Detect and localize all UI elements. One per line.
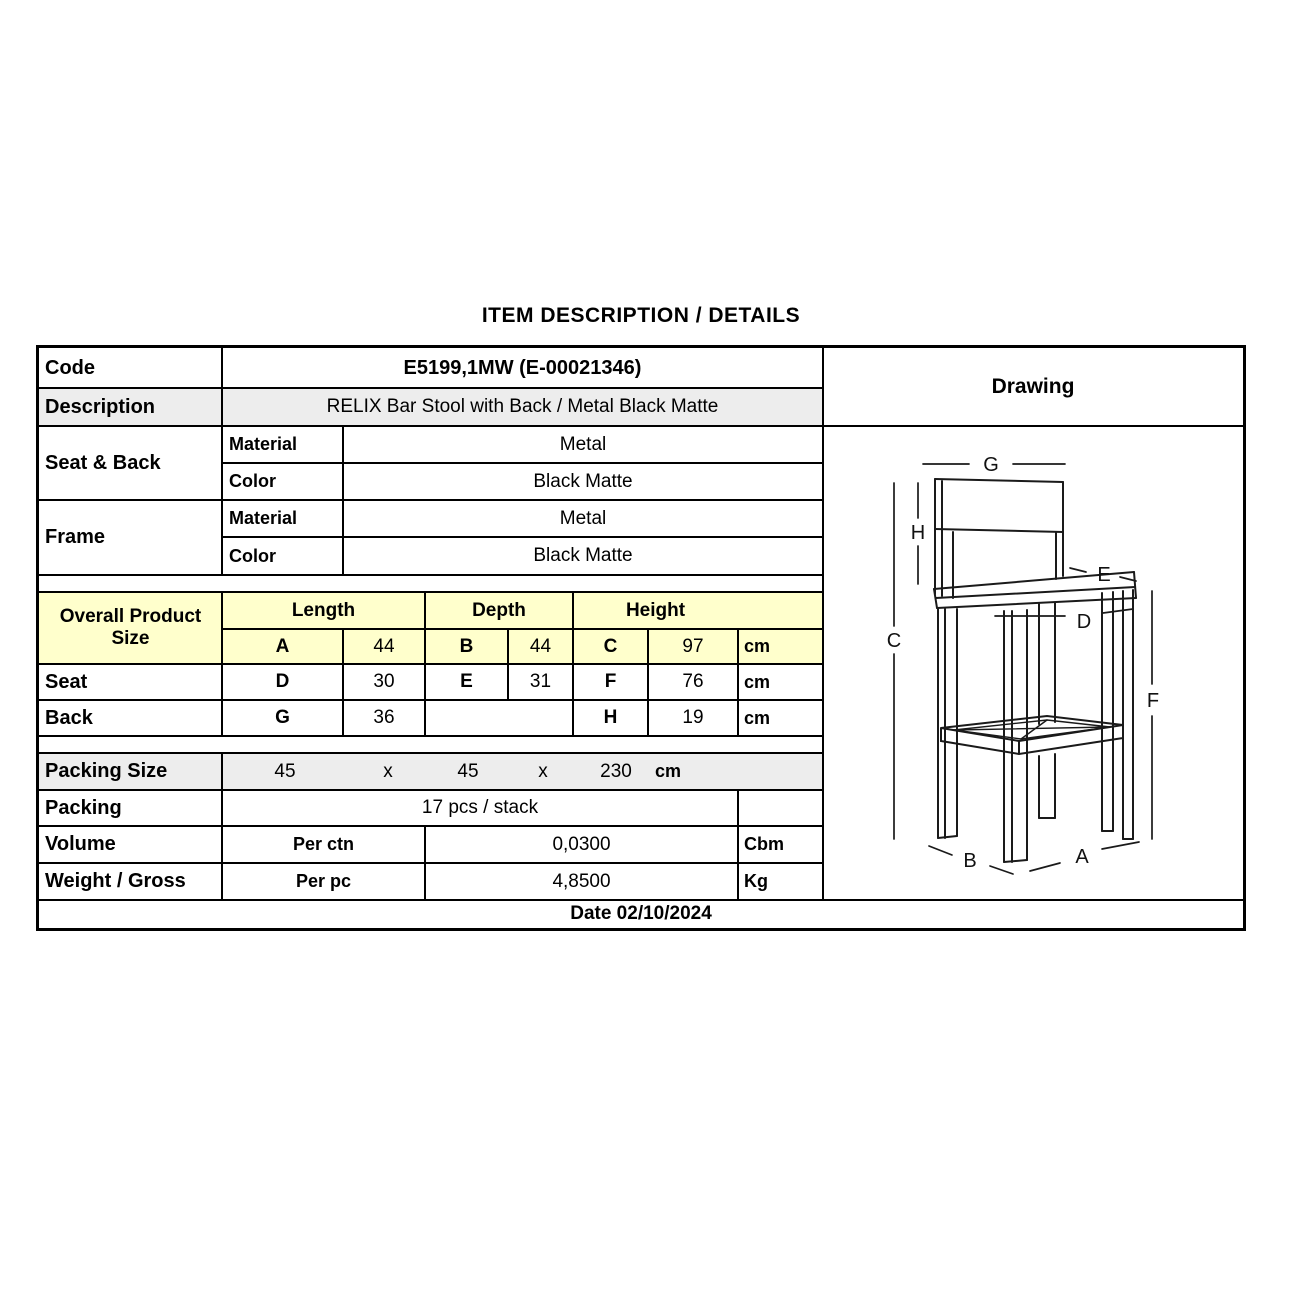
dim-label-h: H [910, 522, 926, 544]
col-header-height: Height [625, 600, 686, 621]
page-title: ITEM DESCRIPTION / DETAILS [481, 304, 801, 327]
weight-value: 4,8500 [552, 871, 611, 892]
code-value: E5199,1MW (E-00021346) [403, 357, 642, 379]
weight-per: Per pc [295, 871, 352, 891]
dim-label-e: E [1097, 564, 1111, 586]
item-details-table [36, 345, 1246, 931]
dim-label-f: F [1146, 690, 1160, 712]
dim-key-h: H [603, 707, 618, 728]
dim-line-b [990, 866, 1013, 874]
frame-material-value: Metal [559, 508, 607, 529]
drawing-title: Drawing [991, 375, 1075, 398]
dim-key-d: D [275, 671, 290, 692]
stool-drawing [823, 426, 1243, 900]
seat-back-color-label: Color [229, 471, 276, 491]
dim-val-h: 19 [682, 707, 704, 728]
dim-line-d [1103, 609, 1133, 613]
row-label-seat: Seat [45, 671, 88, 693]
dim-key-g: G [275, 707, 290, 728]
packing-value: 17 pcs / stack [421, 797, 539, 818]
packing-size-x1: x [383, 761, 393, 782]
dim-key-b: B [459, 636, 474, 657]
dim-label-d: D [1076, 611, 1092, 633]
overall-size-label-line1: Overall Product [59, 606, 202, 627]
seat-back-material-label: Material [229, 434, 298, 454]
dim-val-a: 44 [373, 636, 395, 657]
frame-color-label: Color [229, 546, 276, 566]
code-label: Code [45, 357, 95, 379]
volume-value: 0,0300 [552, 834, 611, 855]
overall-size-label-line2: Size [111, 628, 150, 649]
dim-val-b: 44 [529, 636, 552, 657]
unit-back: cm [744, 708, 771, 728]
group-frame: Frame [45, 526, 106, 548]
col-header-depth: Depth [472, 600, 526, 621]
row-label-back: Back [45, 707, 93, 729]
packing-size-x2: x [538, 761, 548, 782]
description-value: RELIX Bar Stool with Back / Metal Black Matte [326, 396, 719, 417]
unit-overall: cm [744, 636, 771, 656]
unit-seat: cm [744, 672, 771, 692]
packing-size-unit: cm [654, 761, 682, 781]
seat-back-material-value: Metal [559, 434, 607, 455]
dim-val-d: 30 [373, 671, 395, 692]
frame-color-value: Black Matte [533, 545, 633, 566]
back-panel-bottom [935, 529, 1063, 532]
volume-unit: Cbm [744, 834, 784, 854]
dim-val-c: 97 [682, 636, 704, 657]
frame-material-label: Material [229, 508, 298, 528]
dim-label-g: G [983, 454, 999, 476]
dim-label-b: B [963, 850, 977, 872]
back-panel-top [935, 479, 1063, 482]
dim-val-g: 36 [373, 707, 395, 728]
group-seat-back: Seat & Back [45, 452, 161, 474]
dim-key-a: A [275, 636, 290, 657]
dim-label-a: A [1075, 846, 1089, 868]
description-label: Description [45, 396, 156, 418]
dim-val-e: 31 [529, 671, 552, 692]
volume-per: Per ctn [292, 834, 355, 854]
volume-label: Volume [45, 833, 116, 855]
dim-key-e: E [460, 671, 473, 692]
packing-size-v1: 45 [274, 761, 296, 782]
dim-val-f: 76 [682, 671, 704, 692]
packing-size-label: Packing Size [45, 760, 168, 782]
packing-size-v3: 230 [600, 761, 632, 782]
packing-size-value [222, 753, 823, 790]
weight-label: Weight / Gross [45, 870, 186, 892]
packing-size-v2: 45 [457, 761, 479, 782]
col-header-length: Length [291, 600, 356, 621]
date-value: Date 02/10/2024 [570, 903, 712, 924]
weight-unit: Kg [744, 871, 768, 891]
seat-back-color-value: Black Matte [533, 471, 633, 492]
dim-key-f: F [604, 671, 617, 692]
dim-key-c: C [603, 636, 618, 657]
packing-label: Packing [45, 797, 122, 819]
dim-line-a [1102, 842, 1139, 849]
dim-label-c: C [886, 630, 902, 652]
overall-size-label [39, 592, 222, 664]
